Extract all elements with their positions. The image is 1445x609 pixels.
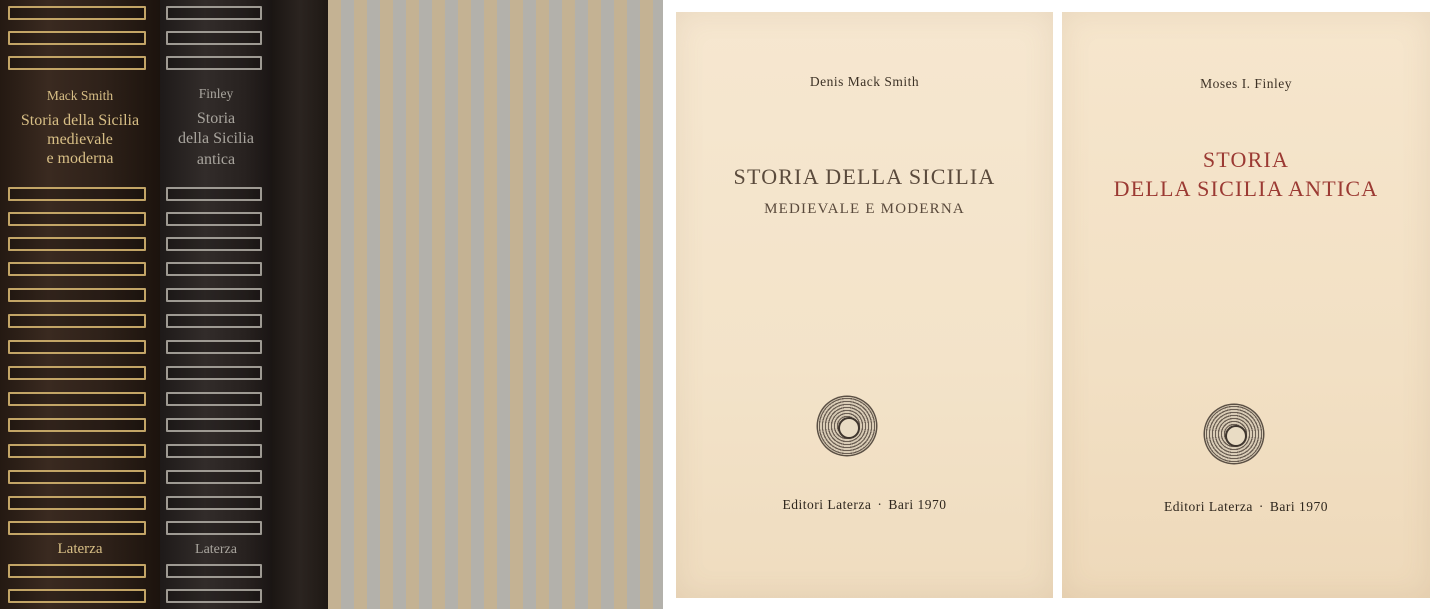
- spine-title-line: Storia della Sicilia: [20, 112, 140, 129]
- spine-title-line: medievale: [47, 131, 113, 148]
- blind-band: [166, 237, 262, 251]
- gilt-band: [8, 288, 146, 302]
- spine-publisher: Laterza: [195, 542, 237, 557]
- laterza-emblem-icon: [1205, 405, 1263, 463]
- title-page-imprint: [1062, 499, 1430, 515]
- blind-band: [166, 262, 262, 276]
- blind-band: [166, 6, 262, 20]
- blind-band: [166, 521, 262, 535]
- gilt-band: [8, 340, 146, 354]
- slipcase-striped-side: [328, 0, 663, 609]
- city-year: Bari 1970: [888, 497, 947, 512]
- spine-title-line: della Sicilia: [178, 130, 254, 147]
- city-year: Bari 1970: [1269, 499, 1328, 514]
- gilt-band: [8, 521, 146, 535]
- spine-publisher: Laterza: [57, 541, 103, 557]
- gilt-band: [8, 56, 146, 70]
- blind-band: [166, 589, 262, 603]
- title-page-title-line2: DELLA SICILIA ANTICA: [1113, 176, 1379, 201]
- title-page-author: Denis Mack Smith: [809, 74, 920, 89]
- slipcase-edge: [272, 0, 328, 609]
- blind-band: [166, 288, 262, 302]
- gilt-band: [8, 6, 146, 20]
- gilt-band: [8, 31, 146, 45]
- gilt-band: [8, 212, 146, 226]
- title-page-mack-smith: [676, 12, 1053, 598]
- blind-band: [166, 366, 262, 380]
- gilt-band: [8, 589, 146, 603]
- blind-band: [166, 418, 262, 432]
- blind-band: [166, 212, 262, 226]
- publisher-name: Editori Laterza: [782, 497, 872, 512]
- gilt-band: [8, 418, 146, 432]
- blind-band: [166, 392, 262, 406]
- title-page-title: STORIA DELLA SICILIA: [733, 164, 996, 189]
- gilt-band: [8, 444, 146, 458]
- blind-band: [166, 56, 262, 70]
- title-page-imprint: [676, 497, 1053, 513]
- spine-title-line: e moderna: [46, 150, 114, 167]
- title-page-title-line1: STORIA: [1202, 147, 1290, 172]
- gilt-band: [8, 564, 146, 578]
- separator-dot: ·: [877, 497, 883, 512]
- separator-dot: ·: [1258, 499, 1264, 514]
- blind-band: [166, 314, 262, 328]
- title-page-subtitle: MEDIEVALE E MODERNA: [764, 201, 965, 217]
- spine-title-line: antica: [196, 151, 236, 168]
- gilt-band: [8, 314, 146, 328]
- book-spine-mack-smith: [0, 0, 160, 609]
- spine-title-line: Storia: [196, 110, 236, 127]
- gilt-band: [8, 366, 146, 380]
- spine-author: Finley: [198, 86, 234, 101]
- blind-band: [166, 187, 262, 201]
- gilt-band: [8, 496, 146, 510]
- title-page-author: Moses I. Finley: [1200, 76, 1292, 91]
- title-page-finley: [1062, 12, 1430, 598]
- gilt-band: [8, 262, 146, 276]
- gilt-band: [8, 392, 146, 406]
- spine-author: Mack Smith: [46, 88, 114, 103]
- publisher-name: Editori Laterza: [1164, 499, 1253, 514]
- gilt-band: [8, 237, 146, 251]
- gilt-band: [8, 187, 146, 201]
- blind-band: [166, 470, 262, 484]
- blind-band: [166, 340, 262, 354]
- blind-band: [166, 444, 262, 458]
- book-spine-finley: [160, 0, 272, 609]
- blind-band: [166, 496, 262, 510]
- gilt-band: [8, 470, 146, 484]
- blind-band: [166, 31, 262, 45]
- laterza-emblem-icon: [818, 397, 876, 455]
- blind-band: [166, 564, 262, 578]
